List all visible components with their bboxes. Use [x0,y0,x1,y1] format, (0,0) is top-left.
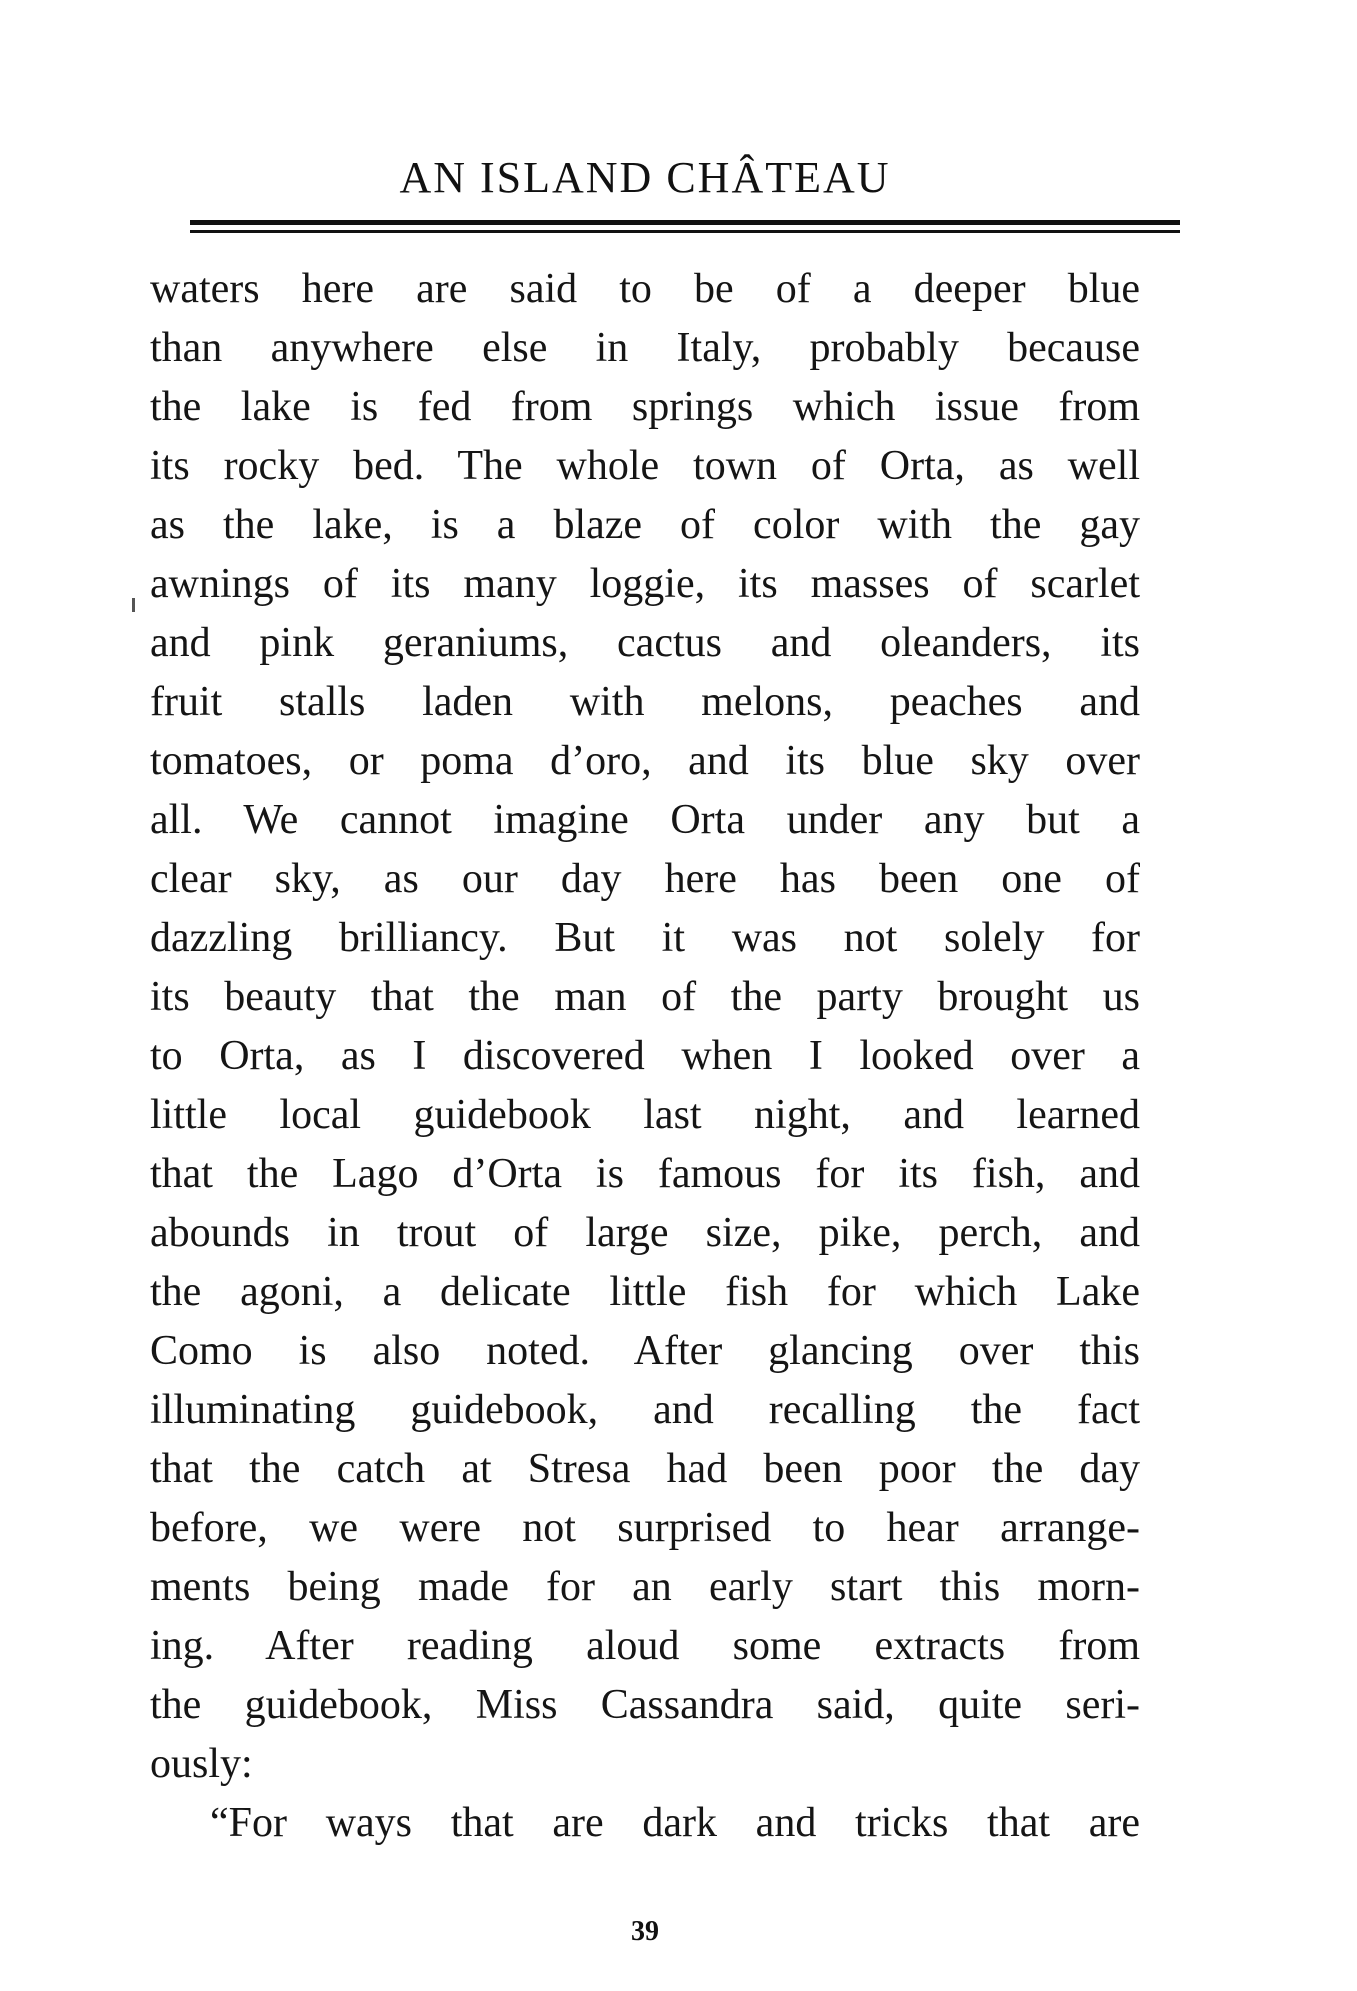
text-line: its rocky bed. The whole town of Orta, as well [150,443,1140,489]
text-line: as the lake, is a blaze of color with the gay [150,502,1140,548]
text-line: and pink geraniums, cactus and oleanders, its [150,620,1140,666]
text-line: all. We cannot imagine Orta under any but a [150,797,1140,843]
text-line: to Orta, as I discovered when I looked over a [150,1033,1140,1079]
body-text [150,260,1140,1853]
header-rule-thin [190,230,1180,233]
text-line: awnings of its many loggie, its masses of scarlet [150,561,1140,607]
text-line: ments being made for an early start this morn- [150,1564,1140,1610]
page-number: 39 [631,1916,659,1947]
text-line: that the Lago d’Orta is famous for its fish, and [150,1151,1140,1197]
text-line: clear sky, as our day here has been one of [150,856,1140,902]
text-line: the guidebook, Miss Cassandra said, quite seri- [150,1682,1140,1728]
text-line: fruit stalls laden with melons, peaches and [150,679,1140,725]
running-head: AN ISLAND CHÂTEAU [399,153,891,202]
text-line: ously: [150,1741,253,1787]
text-line: its beauty that the man of the party brought us [150,974,1140,1020]
text-line: Como is also noted. After glancing over this [150,1328,1140,1374]
text-line: abounds in trout of large size, pike, perch, and [150,1210,1140,1256]
text-line: illuminating guidebook, and recalling the fact [150,1387,1140,1433]
text-line: waters here are said to be of a deeper blue [150,266,1140,312]
text-line: little local guidebook last night, and learned [150,1092,1140,1138]
text-line: that the catch at Stresa had been poor the day [150,1446,1140,1492]
text-line: the agoni, a delicate little fish for which Lake [150,1269,1140,1315]
margin-speck [132,598,135,612]
text-line: than anywhere else in Italy, probably because [150,325,1140,371]
quote-line: “For ways that are dark and tricks that are [210,1800,1140,1846]
text-line: before, we were not surprised to hear arrange- [150,1505,1140,1551]
text-line: ing. After reading aloud some extracts from [150,1623,1140,1669]
text-line: dazzling brilliancy. But it was not solely for [150,915,1140,961]
text-line: tomatoes, or poma d’oro, and its blue sky over [150,738,1140,784]
header-rule-thick [190,220,1180,225]
text-line: the lake is fed from springs which issue from [150,384,1140,430]
